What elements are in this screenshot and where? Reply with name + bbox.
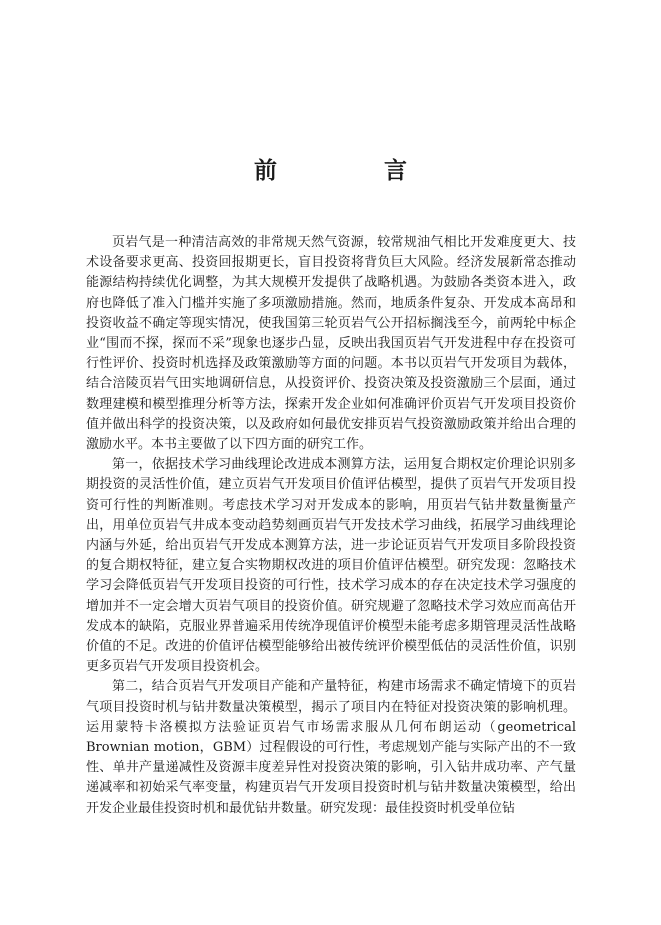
paragraph: 页岩气是一种清洁高效的非常规天然气资源，较常规油气相比开发难度更大、技术设备要求更高、投资回报期更长，盲目投资将背负巨大风险。经济发展新常态推动能源结构持续优化调整，为其大规模开发提供了战略机遇。为鼓励各类资本进入，政府也降低了准入门槛并实施了多项激励措施。然而，地质条件复杂、开发成本高昂和投资收益不确定等现实情况，使我国第三轮页岩气公开招标搁浅至今，前两轮中标企业“围而不探，探而不采”现象也逐步凸显，反映出我国页岩气开发进程中存在投资可行性评价、投资时机选择及政策激励等方面的问题。本书以页岩气开发项目为载体，结合涪陵页岩气田实地调研信息，从投资评价、投资决策及投资激励三个层面，通过数理建模和模型推理分析等方法，探索开发企业如何准确评价页岩气开发项目投资价值并做出科学的投资决策，以及政府如何最优安排页岩气投资激励政策并给出合理的激励水平。本书主要做了以下四方面的研究工作。 — [86, 235, 576, 453]
paragraph: 第一，依据技术学习曲线理论改进成本测算方法，运用复合期权定价理论识别多期投资的灵活性价值，建立页岩气开发项目价值评估模型，提供了页岩气开发项目投资可行性的判断准则。考虑技术学习对开发成本的影响，用页岩气钻井数量衡量产出，用单位页岩气井成本变动趋势刻画页岩气开发技术学习曲线，拓展学习曲线理论内涵与外延，给出页岩气开发成本测算方法，进一步论证页岩气开发项目多阶段投资的复合期权特征，建立复合实物期权改进的项目价值评估模型。研究发现：忽略技术学习会降低页岩气开发项目投资的可行性，技术学习成本的存在决定技术学习强度的增加并不一定会增大页岩气项目的投资价值。研究规避了忽略技术学习效应而高估开发成本的缺陷，克服业界普遍采用传统净现值评价模型未能考虑多期管理灵活性战略价值的不足。改进的价值评估模型能够给出被传统评价模型低估的灵活性价值，识别更多页岩气开发项目投资机会。 — [86, 457, 576, 675]
page-title: 前 言 — [254, 157, 449, 184]
paragraph: 第二，结合页岩气开发项目产能和产量特征，构建市场需求不确定情境下的页岩气项目投资时机与钻井数量决策模型，揭示了项目内在特征对投资决策的影响机理。运用蒙特卡洛模拟方法验证页岩气市场需求服从几何布朗运动（geometrical Brownian motion，GBM）过程假设的可行性，考虑规划产能与实际产出的不一致性、单井产量递减性及资源丰度差异性对投资决策的影响，引入钻井成功率、产气量递减率和初始采气率变量，构建页岩气开发项目投资时机与钻井数量决策模型，给出开发企业最佳投资时机和最优钻井数量。研究发现：最佳投资时机受单位钻 — [86, 679, 576, 816]
preface-body — [86, 233, 576, 819]
